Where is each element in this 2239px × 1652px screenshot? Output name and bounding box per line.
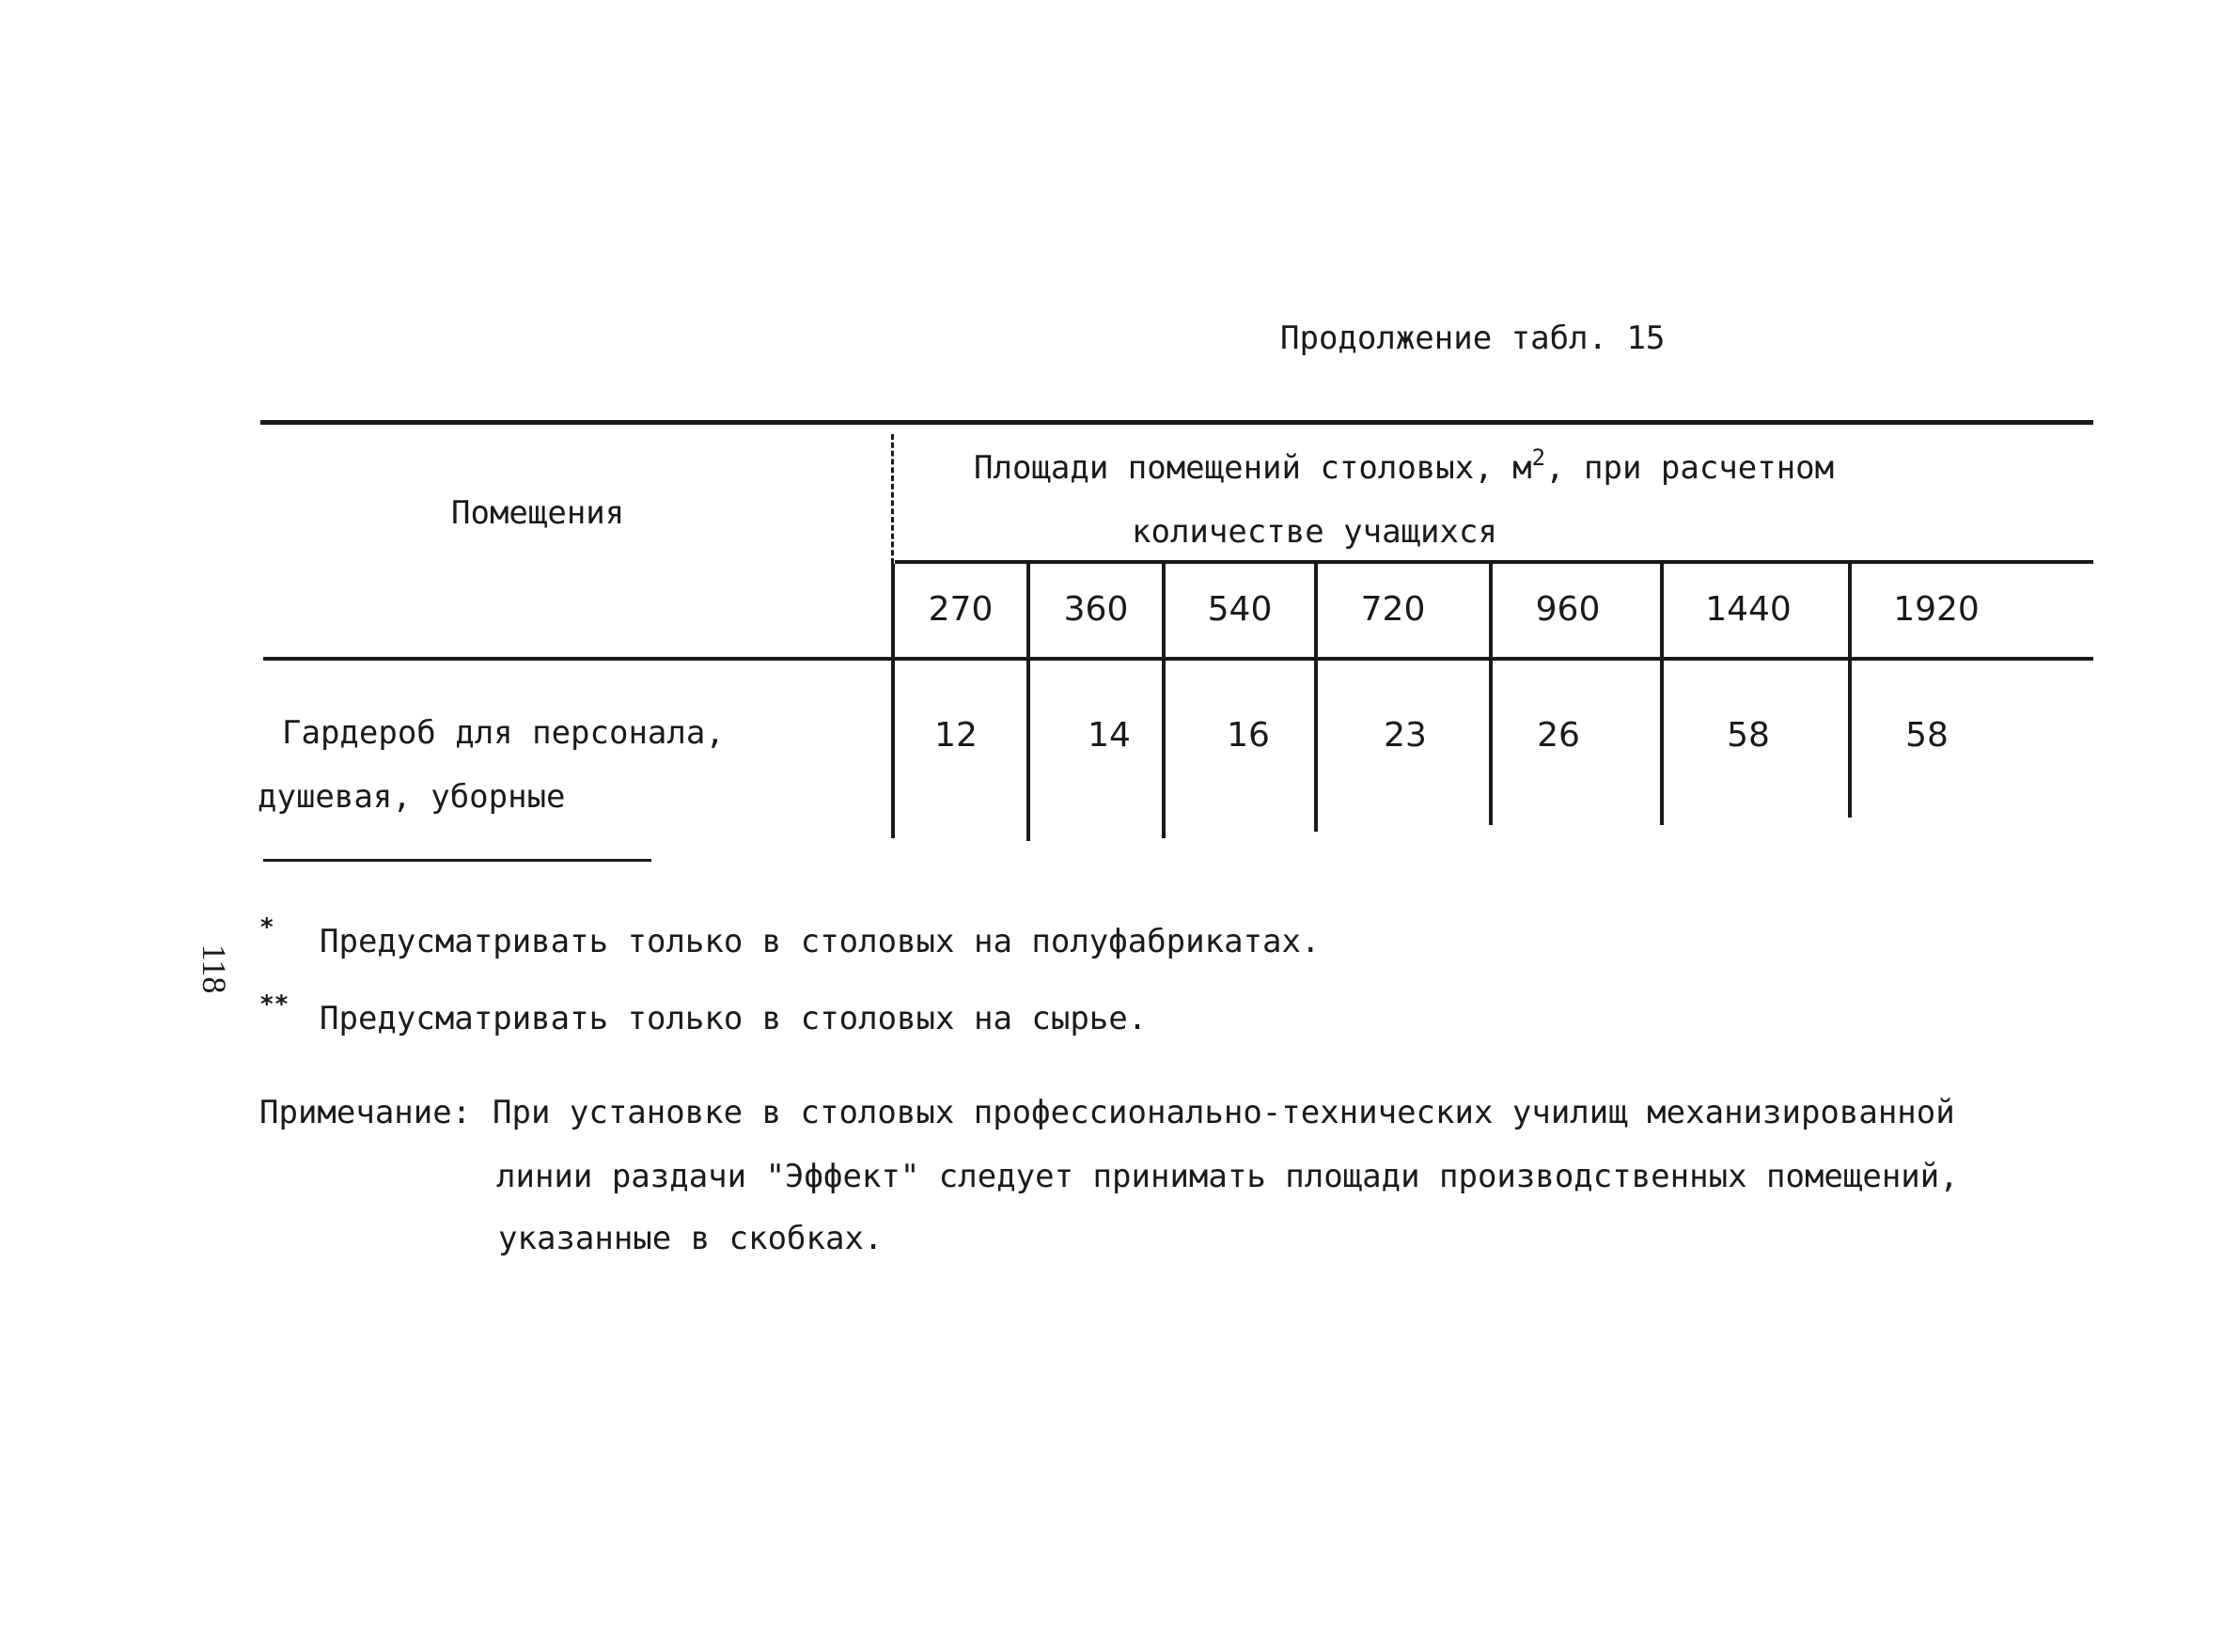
- footnote-2: Предусматривать только в столовых на сырье.: [320, 1000, 1148, 1037]
- header-separator: [891, 434, 894, 564]
- table-cell: 26: [1537, 716, 1580, 755]
- footnote-mark-2: **: [259, 990, 290, 1019]
- header-area-line2: количестве учащихся: [1132, 513, 1497, 551]
- col-header: 1920: [1893, 590, 1980, 629]
- table-cell: 16: [1227, 716, 1270, 755]
- subheader-rule: [895, 560, 2093, 564]
- table-cell: 12: [934, 716, 978, 755]
- table-cell: 14: [1088, 716, 1131, 755]
- header-area-sup: 2: [1531, 444, 1546, 471]
- note-line-2: линии раздачи "Эффект" следует принимать площади производственных помещений,: [496, 1158, 1959, 1195]
- table-caption: Продолжение табл. 15: [1280, 319, 1666, 357]
- header-area-post: , при расчетном: [1545, 449, 1835, 487]
- header-area-text: Площади помещений столовых, м: [974, 449, 1532, 487]
- footnote-mark-1: *: [259, 913, 274, 942]
- table-cell: 23: [1384, 716, 1427, 755]
- table-cell: 58: [1727, 716, 1770, 755]
- row-label-line2: душевая, уборные: [258, 778, 566, 816]
- table-end-rule: [263, 859, 651, 862]
- col-header: 720: [1360, 590, 1426, 629]
- header-bottom-rule: [263, 657, 2093, 661]
- header-rooms: Помещения: [451, 494, 625, 532]
- header-area-line1: [974, 444, 1835, 487]
- col-header: 1440: [1705, 590, 1792, 629]
- note-line-3: указанные в скобках.: [498, 1220, 884, 1257]
- col-header: 540: [1207, 590, 1273, 629]
- note-label: Примечание:: [259, 1094, 472, 1131]
- page-number: 118: [196, 943, 233, 994]
- col-header: 960: [1535, 590, 1601, 629]
- table-cell: 58: [1905, 716, 1949, 755]
- col-header: 270: [928, 590, 994, 629]
- note-line-1: При установке в столовых профессионально-технических училищ механизированной: [493, 1094, 1955, 1131]
- footnote-1: Предусматривать только в столовых на полуфабрикатах.: [320, 923, 1321, 960]
- table-top-rule: [260, 420, 2093, 425]
- row-label-line1: Гардероб для персонала,: [282, 714, 725, 752]
- col-header: 360: [1063, 590, 1129, 629]
